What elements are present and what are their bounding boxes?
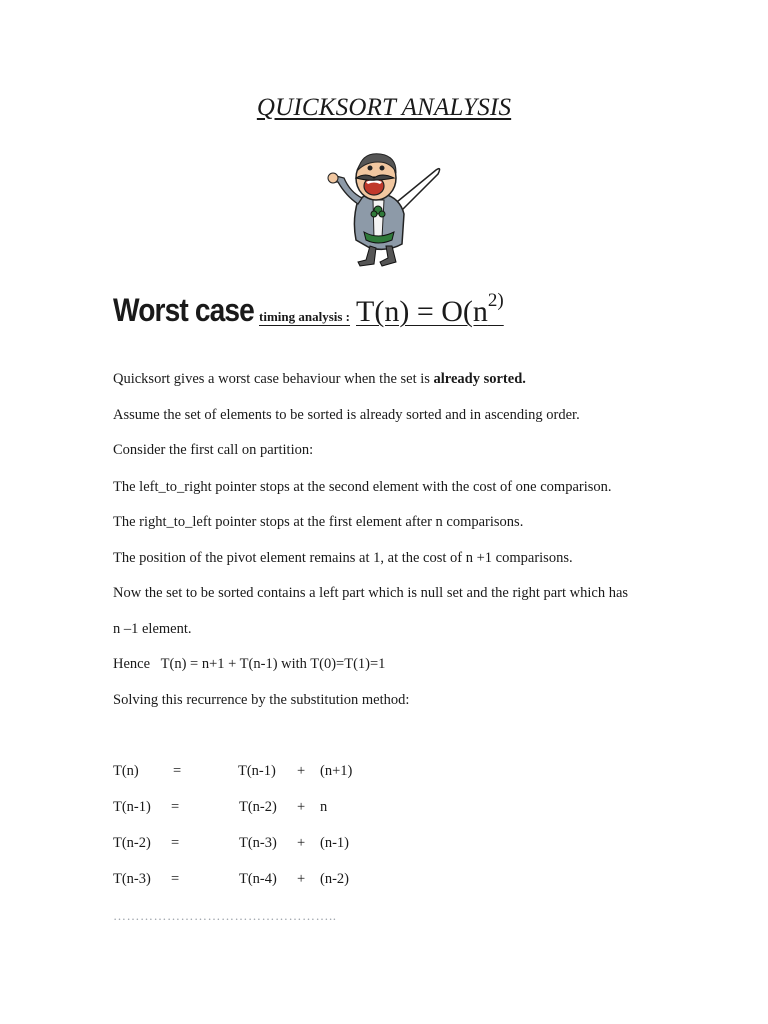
heading-sub: timing analysis : [259, 309, 351, 324]
paragraph-line: Now the set to be sorted contains a left part which is null set and the right part which has [113, 585, 629, 601]
paragraph-line: Consider the first call on partition: [113, 442, 314, 458]
paragraph-line: n –1 element. [113, 621, 192, 637]
recurrence-plus: + [297, 799, 306, 815]
recurrence-equals: = [173, 763, 182, 779]
formula-base: T(n) = O(n [356, 295, 488, 328]
recurrence-add: n [320, 799, 328, 815]
worst-case-heading [113, 292, 504, 329]
recurrence-equals: = [171, 871, 180, 887]
continuation-dots: ………………………………………….. [113, 908, 337, 923]
recurrence-lhs: T(n-2) [113, 835, 151, 851]
heading-formula [356, 290, 504, 328]
paragraph-line: The position of the pivot element remains at 1, at the cost of n +1 comparisons. [113, 550, 573, 566]
page-title: QUICKSORT ANALYSIS [256, 94, 512, 121]
paragraph-line: Solving this recurrence by the substitution method: [113, 692, 410, 708]
recurrence-plus: + [297, 763, 306, 779]
recurrence-term: T(n-3) [239, 835, 277, 851]
recurrence-equals: = [171, 835, 180, 851]
recurrence-add: (n-2) [320, 871, 349, 887]
recurrence-lhs: T(n) [113, 763, 139, 779]
recurrence-term: T(n-1) [238, 763, 276, 779]
recurrence-equals: = [171, 799, 180, 815]
cartoon-professor-illustration [318, 148, 448, 268]
paragraph-line: The right_to_left pointer stops at the first element after n comparisons. [113, 514, 524, 530]
recurrence-add: (n-1) [320, 835, 349, 851]
recurrence-lhs: T(n-3) [113, 871, 151, 887]
recurrence-term: T(n-2) [239, 799, 277, 815]
hence-equation-line: Hence T(n) = n+1 + T(n-1) with T(0)=T(1)=1 [113, 656, 386, 672]
paragraph-line: Quicksort gives a worst case behaviour when the set is already sorted. [113, 371, 526, 387]
heading-main: Worst case [113, 292, 254, 328]
recurrence-plus: + [297, 835, 306, 851]
recurrence-plus: + [297, 871, 306, 887]
recurrence-term: T(n-4) [239, 871, 277, 887]
paragraph-line: The left_to_right pointer stops at the second element with the cost of one comparison. [113, 479, 612, 495]
paragraph-line: Assume the set of elements to be sorted is already sorted and in ascending order. [113, 407, 580, 423]
recurrence-add: (n+1) [320, 763, 353, 779]
formula-superscript: 2) [487, 290, 504, 311]
recurrence-lhs: T(n-1) [113, 799, 151, 815]
bold-text: already sorted. [433, 371, 526, 387]
